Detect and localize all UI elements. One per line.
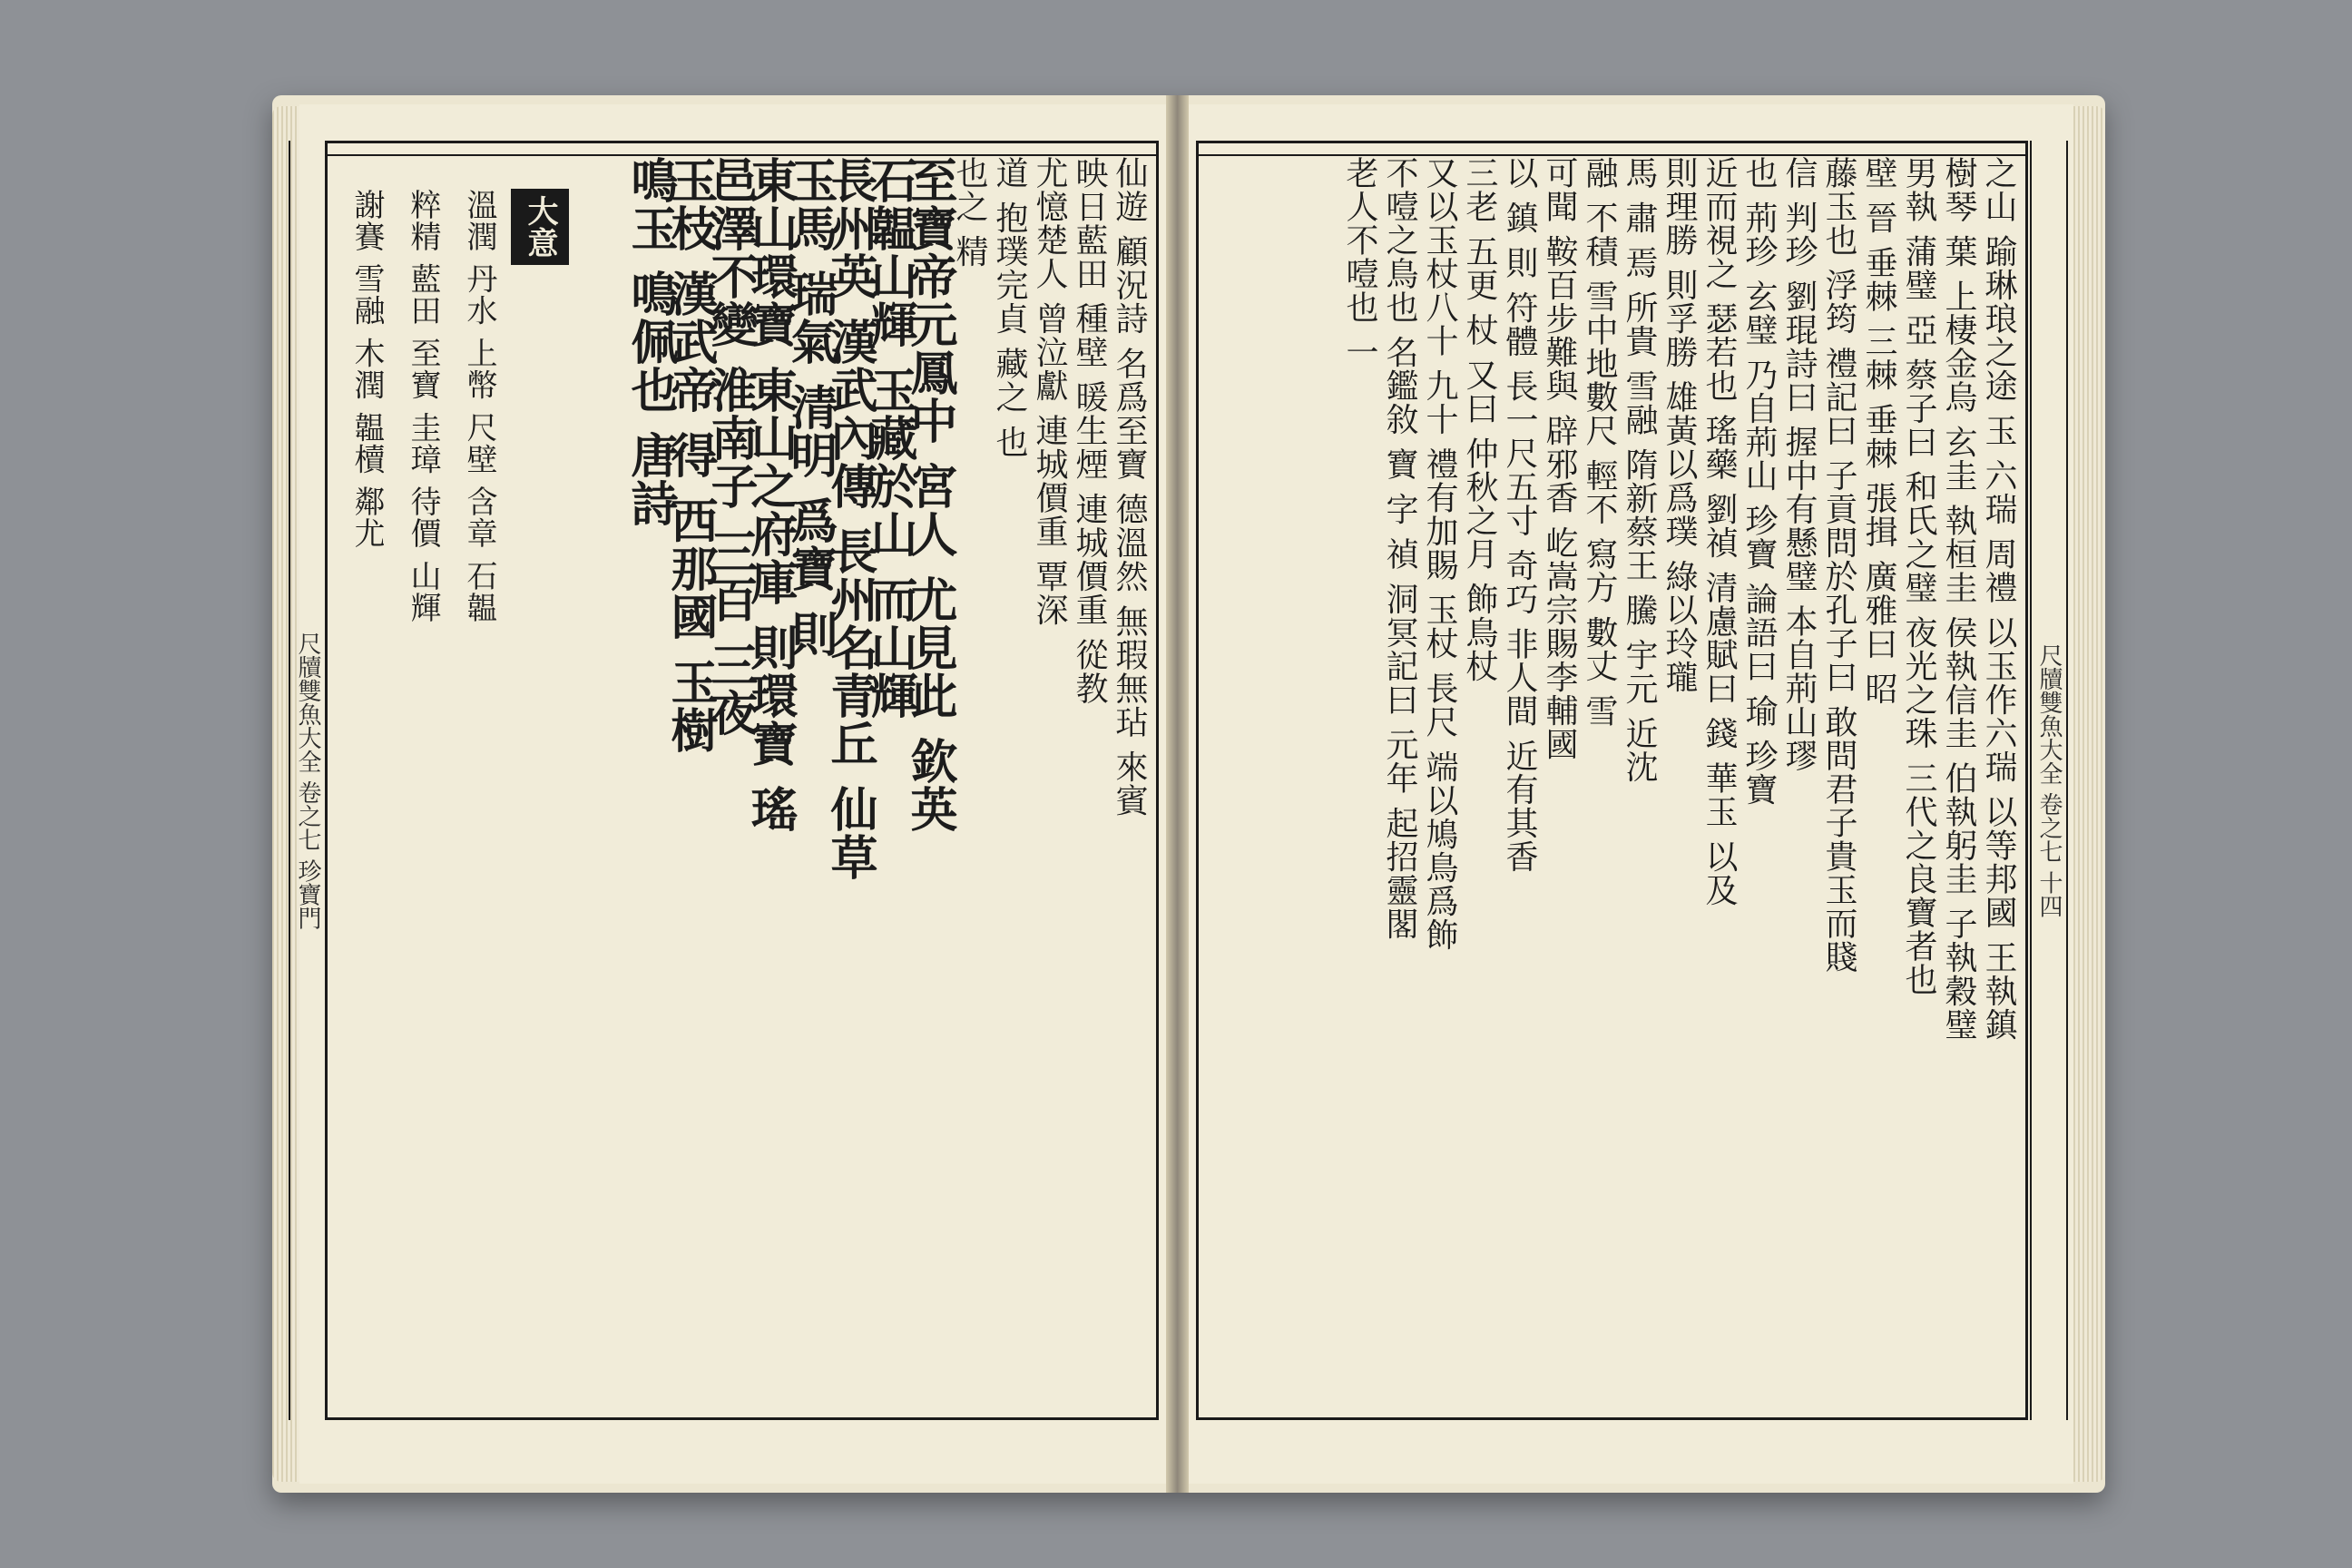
heading-column: 石韞山輝 玉藏於山 而山輝 [862,156,917,720]
text-column: 映日藍田 種壁 暖生煙 連城價重 從教 [1071,156,1108,705]
text-column: 壁 晉 垂棘 三棘 垂棘 張揖 廣雅曰 昭 [1860,156,1897,706]
text-column: 可聞 鞍百步難與 辟邪香 屹嵩宗賜李輔國 [1541,156,1578,761]
right-page-edge [2069,106,2105,1482]
text-column: 近而視之 瑟若也 瑤藥 劉禎 清慮賦曰 錢 華玉 以及 [1700,156,1738,907]
heading-column: 玉枝 漢武帝 得 西那國 玉樹 [662,156,718,755]
left-margin-band: 尺牘雙魚大全 卷之七 珍寶門 [289,141,327,1420]
heading-column: 東山環寶 東山之府庫 則環寶 瑤 [742,156,798,834]
text-column: 道 抱璞完貞 藏之 也 [991,156,1028,459]
left-page [294,104,1166,1484]
vocab-label [511,189,569,1345]
text-column: 以 鎮 則 符體 長一尺五寸 奇巧 非人間 近有其香 [1501,156,1538,874]
heading-column: 鳴玉 鳴佩也 唐詩 [622,156,678,528]
left-page-frame [325,141,1159,1420]
heading-column: 玉馬 瑞氣 清明 爲寶 則 [782,156,838,659]
right-header-line [1199,143,2025,156]
right-text-columns [1208,156,2016,1408]
text-column: 融 不積 雪中地數尺 輕不 寫方 數丈 雪 [1581,156,1618,728]
heading-column: 至寶帝元鳳中 宮人 尤見此 欽英 [902,156,957,834]
open-book [272,95,2105,1493]
text-column: 又以玉杖八十 九十 禮有加賜 玉杖 長尺 端以鳩鳥爲飾 [1421,156,1458,952]
text-column: 三老 五更 杖 又曰 仲秋之月 飾鳥杖 [1461,156,1498,683]
text-column: 男執 蒲璧 亞 蔡子曰 和氏之璧 夜光之珠 三代之良寶者也 [1900,156,1937,996]
book-gutter [1166,95,1189,1493]
text-column: 不噎之鳥也 名鑑敘 寶 字 禎 洞冥記曰 元年 起招靈閣 [1381,156,1418,941]
vocab-column: 溫潤 丹水 上幣 尺壁 含章 石韞 [461,189,497,624]
text-column: 也之 精 [951,156,988,269]
text-column: 馬 肅 焉 所貴 雪融 隋新蔡王 騰 宇元 近沈 [1621,156,1658,784]
vocab-column: 粹精 藍田 至寶 圭璋 待價 山輝 [405,189,441,624]
text-column: 樹琴 葉 上棲金烏 玄圭 執桓圭 侯執信圭 伯執躬圭 子執穀璧 [1940,156,1977,1042]
text-column: 仙遊 顧況詩 名爲至寶 德溫然 無瑕無玷 來賓 [1111,156,1148,818]
vocab-label-box: 大意 [511,189,569,265]
heading-column: 長州英 漢武內傳 長州名青丘 仙草 [822,156,877,882]
text-column: 尤憶楚人 曾泣獻 連城價重 覃深 [1031,156,1068,627]
text-column: 之山 踰琳琅之途 玉 六瑞 周禮 以玉作六瑞 以等邦國 王執鎮 [1980,156,2017,1042]
vocab-section [348,189,569,1345]
text-column: 老人不噎也 一 [1341,156,1378,369]
text-column: 也 荊珍 玄璧 乃自荊山 珍寶 論語曰 瑜 珍寶 [1740,156,1778,807]
heading-column: 邑澤不變 淮南子 三百 三夜 [702,156,758,738]
text-column: 信 判珍 劉琨詩曰 握中有懸璧 本自荊山璆 [1780,156,1818,772]
text-column: 則理勝 則孚勝 雄黃以爲璞 綠以玲瓏 [1661,156,1698,694]
text-column: 藤玉也 浮筠 禮記曰 子貢問於孔子曰 敢問君子貴玉而賤 [1820,156,1857,974]
left-header-line [328,143,1156,156]
right-page [1189,104,2073,1484]
right-page-frame [1196,141,2028,1420]
vocab-column: 謝賽 雪融 木潤 韞櫝 鄰尤 [348,189,385,550]
right-margin-band: 尺牘雙魚大全 卷之七 十四 [2030,141,2068,1420]
